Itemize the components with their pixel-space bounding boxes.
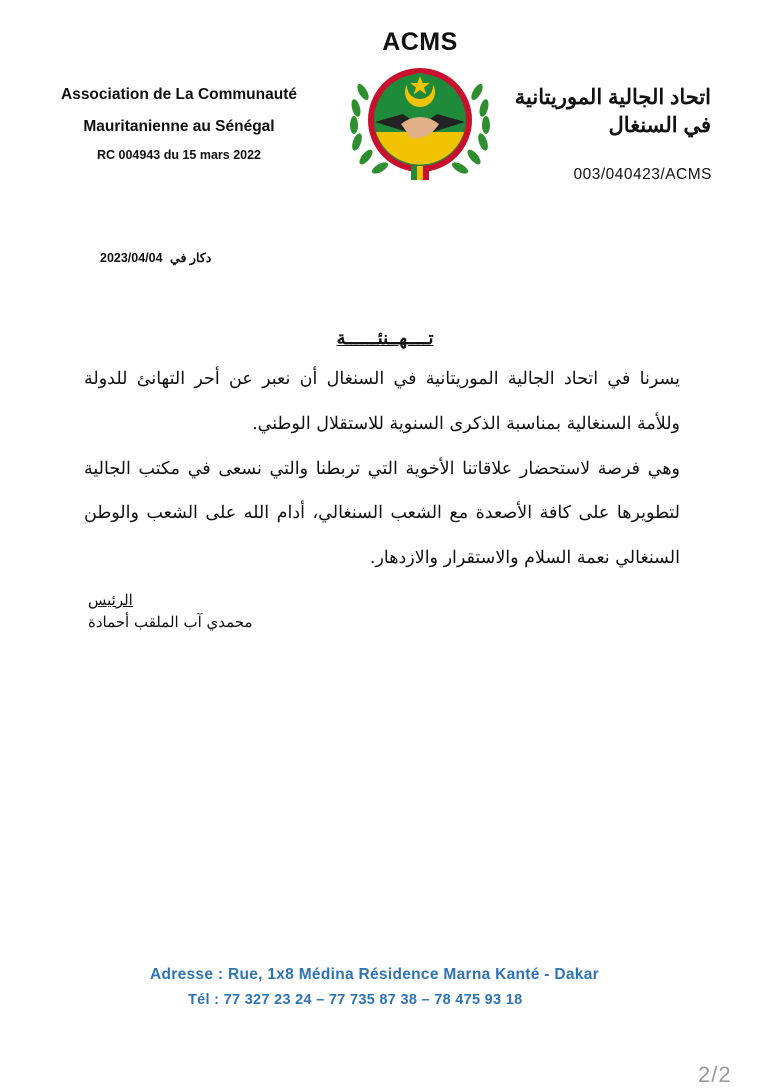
body-paragraph-1: يسرنا في اتحاد الجالية الموريتانية في السنغال أن نعبر عن أحر التهانئ للدولة وللأمة السنغالية بمناسبة الذكرى السنوية للاستقلال الوطني. [84,369,680,434]
french-association-name: Association de La Communauté [61,86,297,103]
page-indicator: 2/2 [698,1062,732,1087]
acronym-title: ACMS [382,28,458,56]
letter-title: تــــهــنئــــــة [336,328,434,348]
arabic-name-line1: اتحاد الجالية الموريتانية [514,86,711,109]
reference-number: 003/040423/ACMS [573,166,712,183]
place-date-label: دكار في [170,251,212,265]
letter-date [96,250,211,265]
registration-number: RC 004943 du 15 mars 2022 [97,148,261,162]
arabic-association-name [481,84,711,141]
date-value: 2023/04/04 [100,251,163,265]
footer-phone: Tél : 77 327 23 24 – 77 735 87 38 – 78 475 93 18 [188,992,523,1008]
letter-body [84,357,680,581]
arabic-name-line2: في السنغال [608,114,711,138]
footer-address: Adresse : Rue, 1x8 Médina Résidence Marna Kanté - Dakar [150,966,599,983]
body-paragraph-2: وهي فرصة لاستحضار علاقاتنا الأخوية التي تربطنا والتي نسعى في مكتب الجالية لتطويرها على كافة الأصعدة مع الشعب السنغالي، أدام الله على الشعب والوطن السنغالي نعمة السلام والاستقرار والازدهار. [84,458,680,569]
french-association-country: Mauritanienne au Sénégal [83,118,275,135]
signature-name: محمدي آب الملقب أحمادة [88,613,253,631]
signature-title: الرئيس [88,591,133,609]
association-logo [345,62,495,190]
